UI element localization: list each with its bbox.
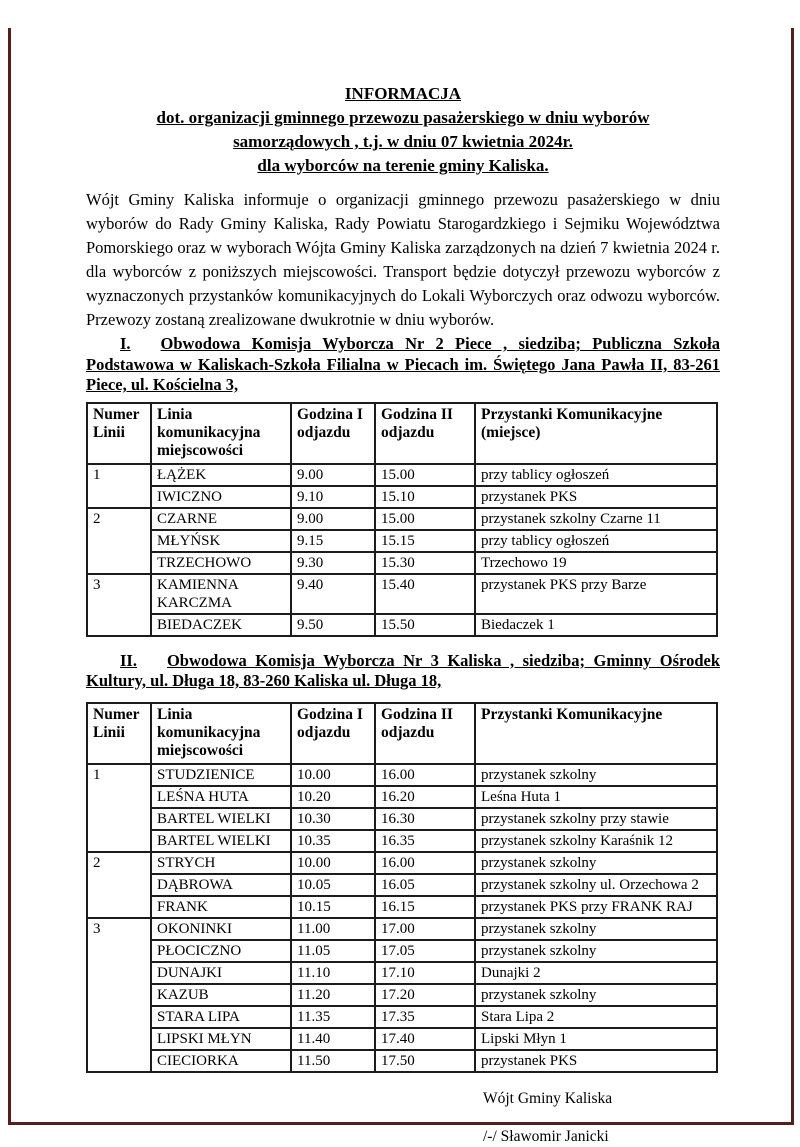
signature-name: /-/ Sławomir Janicki [483,1127,609,1145]
stop-cell: przystanek szkolny [475,984,717,1006]
place-cell: LIPSKI MŁYN [151,1028,291,1050]
time1-cell: 9.40 [291,574,375,614]
column-header: Godzina I odjazdu [291,403,375,464]
place-cell: KAMIENNA KARCZMA [151,574,291,614]
table-row [87,786,717,808]
time2-cell: 15.40 [375,574,475,614]
stop-cell: Trzechowo 19 [475,552,717,574]
stop-cell: przystanek szkolny Czarne 11 [475,508,717,530]
section-2-heading [86,651,720,692]
title-line-3: samorządowych , t.j. w dniu 07 kwietnia 2024r. [233,132,573,151]
place-cell: FRANK [151,896,291,918]
stop-cell: przystanek PKS przy FRANK RAJ [475,896,717,918]
place-cell: IWICZNO [151,486,291,508]
line-number-cell: 1 [87,764,151,852]
place-cell: MŁYŃSK [151,530,291,552]
line-number-cell: 2 [87,852,151,918]
time1-cell: 11.00 [291,918,375,940]
title-line-2: dot. organizacji gminnego przewozu pasażerskiego w dniu wyborów [156,108,650,127]
time1-cell: 11.05 [291,940,375,962]
time1-cell: 11.50 [291,1050,375,1072]
time2-cell: 15.00 [375,464,475,486]
line-number-cell: 3 [87,574,151,636]
stop-cell: przystanek szkolny przy stawie [475,808,717,830]
time1-cell: 9.15 [291,530,375,552]
time1-cell: 10.00 [291,852,375,874]
stop-cell: przystanek szkolny [475,852,717,874]
time2-cell: 15.10 [375,486,475,508]
place-cell: BARTEL WIELKI [151,830,291,852]
signature-role: Wójt Gminy Kaliska [483,1089,613,1107]
place-cell: KAZUB [151,984,291,1006]
place-cell: STUDZIENICE [151,764,291,786]
time2-cell: 16.30 [375,808,475,830]
time1-cell: 10.35 [291,830,375,852]
place-cell: LEŚNA HUTA [151,786,291,808]
place-cell: OKONINKI [151,918,291,940]
time1-cell: 10.30 [291,808,375,830]
place-cell: PŁOCICZNO [151,940,291,962]
time2-cell: 17.00 [375,918,475,940]
time2-cell: 15.00 [375,508,475,530]
time2-cell: 17.40 [375,1028,475,1050]
line-number-cell: 1 [87,464,151,508]
place-cell: STARA LIPA [151,1006,291,1028]
time2-cell: 17.20 [375,984,475,1006]
line-number-cell: 3 [87,918,151,1072]
time1-cell: 9.00 [291,464,375,486]
place-cell: CZARNE [151,508,291,530]
column-header: Godzina II odjazdu [375,403,475,464]
table-row [87,940,717,962]
header-row [87,403,717,464]
time1-cell: 9.10 [291,486,375,508]
title-block [86,82,720,178]
time1-cell: 10.05 [291,874,375,896]
stop-cell: Biedaczek 1 [475,614,717,636]
stop-cell: przy tablicy ogłoszeń [475,530,717,552]
table-row [87,1006,717,1028]
document [86,0,720,1147]
stop-cell: przystanek PKS przy Barze [475,574,717,614]
time1-cell: 10.20 [291,786,375,808]
time2-cell: 17.10 [375,962,475,984]
time2-cell: 16.00 [375,852,475,874]
table-row [87,808,717,830]
column-header: Linia komunikacyjna miejscowości [151,703,291,764]
intro-paragraph: Wójt Gminy Kaliska informuje o organizacji gminnego przewozu pasażerskiego w dniu wyborów do Rady Gminy Kaliska, Rady Powiatu Starogardzkiego i Sejmiku Województwa Pomorskiego oraz w wyborach Wójta Gminy Kaliska zarządzonych na dzień 7 kwietnia 2024 r. dla wyborców z poniższych miejscowości. Transport będzie dotyczył przewozu wyborców z wyznaczonych przystanków komunikacyjnych do Lokali Wyborczych oraz odwozu wyborców. Przewozy zostaną zrealizowane dwukrotnie w dniu wyborów. [86,190,720,329]
column-header: Przystanki Komunikacyjne (miejsce) [475,403,717,464]
stop-cell: Stara Lipa 2 [475,1006,717,1028]
line-number-cell: 2 [87,508,151,574]
time2-cell: 17.35 [375,1006,475,1028]
column-header: Godzina II odjazdu [375,703,475,764]
table-row [87,896,717,918]
section-1-title: Obwodowa Komisja Wyborcza Nr 2 Piece , siedziba; Publiczna Szkoła Podstawowa w Kaliskach-Szkoła Filialna w Piecach im. Świętego Jana Pawła II, 83-261 Piece, ul. Kościelna 3, [86,334,720,394]
column-header: Numer Linii [87,703,151,764]
time1-cell: 10.15 [291,896,375,918]
table-row [87,874,717,896]
time2-cell: 15.15 [375,530,475,552]
place-cell: STRYCH [151,852,291,874]
time2-cell: 17.50 [375,1050,475,1072]
column-header: Numer Linii [87,403,151,464]
table-row [87,530,717,552]
section-1-numeral: I. [120,334,131,353]
section-2-title: Obwodowa Komisja Wyborcza Nr 3 Kaliska , siedziba; Gminny Ośrodek Kultury, ul. Długa 18, 83-260 Kaliska ul. Długa 18, [86,650,720,690]
title-line-4: dla wyborców na terenie gminy Kaliska. [257,156,549,175]
time2-cell: 15.50 [375,614,475,636]
table-row [87,984,717,1006]
time2-cell: 16.00 [375,764,475,786]
stop-cell: Lipski Młyn 1 [475,1028,717,1050]
table-row [87,852,717,874]
time2-cell: 16.20 [375,786,475,808]
place-cell: DUNAJKI [151,962,291,984]
stop-cell: przystanek PKS [475,486,717,508]
stop-cell: przystanek szkolny [475,764,717,786]
document-title: INFORMACJA [344,84,462,103]
time2-cell: 15.30 [375,552,475,574]
table-row [87,1050,717,1072]
table-row [87,574,717,614]
table-row [87,918,717,940]
time1-cell: 11.10 [291,962,375,984]
stop-cell: przystanek szkolny ul. Orzechowa 2 [475,874,717,896]
schedule-table-1 [86,402,718,637]
table-row [87,764,717,786]
time1-cell: 11.35 [291,1006,375,1028]
table-row [87,614,717,636]
table-row [87,1028,717,1050]
place-cell: BIEDACZEK [151,614,291,636]
time1-cell: 10.00 [291,764,375,786]
place-cell: CIECIORKA [151,1050,291,1072]
place-cell: BARTEL WIELKI [151,808,291,830]
stop-cell: przystanek szkolny [475,940,717,962]
time1-cell: 11.20 [291,984,375,1006]
time2-cell: 17.05 [375,940,475,962]
table-row [87,508,717,530]
stop-cell: przystanek PKS [475,1050,717,1072]
column-header: Godzina I odjazdu [291,703,375,764]
stop-cell: przystanek szkolny Karaśnik 12 [475,830,717,852]
time2-cell: 16.05 [375,874,475,896]
stop-cell: Leśna Huta 1 [475,786,717,808]
signature-block [483,1089,720,1147]
table-row [87,962,717,984]
schedule-table-2 [86,702,718,1073]
section-1-heading [86,334,720,396]
place-cell: DĄBROWA [151,874,291,896]
place-cell: TRZECHOWO [151,552,291,574]
header-row [87,703,717,764]
stop-cell: przy tablicy ogłoszeń [475,464,717,486]
time1-cell: 9.00 [291,508,375,530]
table-row [87,486,717,508]
section-2-numeral: II. [120,650,137,670]
place-cell: ŁĄŻEK [151,464,291,486]
time2-cell: 16.15 [375,896,475,918]
table-row [87,552,717,574]
column-header: Linia komunikacyjna miejscowości [151,403,291,464]
time1-cell: 9.30 [291,552,375,574]
table-row [87,464,717,486]
stop-cell: Dunajki 2 [475,962,717,984]
time2-cell: 16.35 [375,830,475,852]
time1-cell: 9.50 [291,614,375,636]
table-row [87,830,717,852]
stop-cell: przystanek szkolny [475,918,717,940]
time1-cell: 11.40 [291,1028,375,1050]
column-header: Przystanki Komunikacyjne [475,703,717,764]
